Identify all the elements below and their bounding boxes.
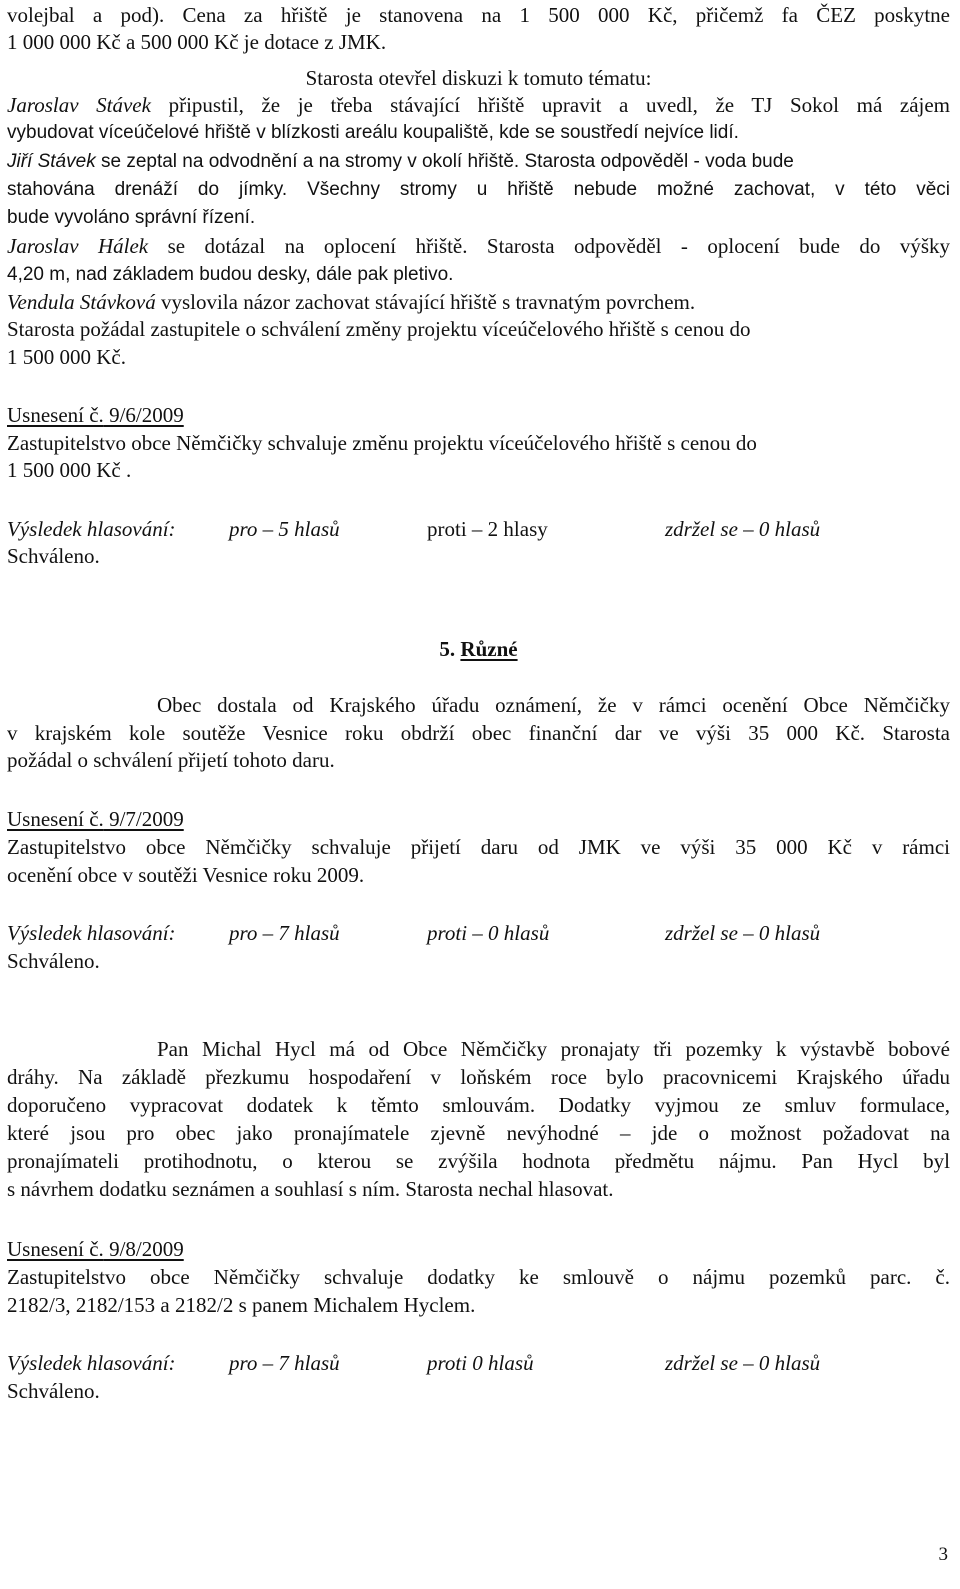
speaker-name: Vendula Stávková [7, 290, 156, 314]
speaker-line [7, 233, 950, 260]
vote-proti: proti – 0 hlasů [427, 921, 550, 945]
vote-result-row [7, 920, 950, 947]
vote-outcome: Schváleno. [7, 544, 100, 568]
text-line: 2182/3, 2182/153 a 2182/2 s panem Michalem Hyclem. [7, 1293, 476, 1317]
text-line: Starosta otevřel diskuzi k tomuto tématu: [305, 66, 652, 90]
speaker-line [7, 92, 950, 119]
text-line: ocenění obce v soutěži Vesnice roku 2009. [7, 863, 365, 887]
text-line: bude vyvoláno správní řízení. [7, 207, 256, 228]
vote-label: Výsledek hlasování: [7, 517, 176, 541]
text-line: s návrhem dodatku seznámen a souhlasí s ním. Starosta nechal hlasovat. [7, 1177, 614, 1201]
speaker-text: připustil, že je třeba stávající hřiště upravit a uvedl, že TJ Sokol má zájem [150, 93, 951, 117]
section-title: Různé [460, 637, 518, 661]
speaker-text: se zeptal na odvodnění a na stromy v okolí hřiště. Starosta odpověděl - voda bude [95, 151, 794, 172]
text-line: stahována drenáží do jímky. Všechny stromy u hřiště nebude možné zachovat, v této věci [7, 179, 950, 200]
text-line: doporučeno vypracovat dodatek k těmto smlouvám. Dodatky vyjmou ze smluv formulace, [7, 1093, 950, 1117]
text-line: Pan Michal Hycl má od Obce Němčičky pronajaty tři pozemky k výstavbě bobové [157, 1037, 950, 1061]
vote-label: Výsledek hlasování: [7, 921, 176, 945]
text-line: 1 500 000 Kč. [7, 345, 126, 369]
text-line: 1 500 000 Kč . [7, 458, 132, 482]
vote-pro: pro – 5 hlasů [229, 517, 340, 541]
text-line: které jsou pro obec jako pronajímatele zjevně nevýhodné – jde o možnost požadovat na [7, 1121, 950, 1145]
vote-pro: pro – 7 hlasů [229, 921, 340, 945]
vote-result-row [7, 516, 950, 543]
speaker-line [7, 289, 695, 316]
resolution-number: 9/6/2009 [103, 403, 184, 427]
vote-outcome: Schváleno. [7, 1379, 100, 1403]
vote-proti: proti 0 hlasů [427, 1351, 534, 1375]
section-number: 5. [439, 637, 461, 661]
speaker-text: vyslovila názor zachovat stávající hřiště s travnatým povrchem. [155, 290, 696, 314]
resolution-label: Usnesení č. [7, 1237, 104, 1261]
page-number: 3 [938, 1544, 948, 1565]
vote-label: Výsledek hlasování: [7, 1351, 176, 1375]
resolution-heading [7, 806, 184, 833]
text-line: požádal o schválení přijetí tohoto daru. [7, 748, 335, 772]
speaker-name: Jaroslav Hálek [7, 234, 149, 258]
vote-zdrzel: zdržel se – 0 hlasů [665, 1351, 821, 1375]
speaker-text: se dotázal na oplocení hřiště. Starosta odpověděl - oplocení bude do výšky [148, 234, 950, 258]
vote-proti: proti – 2 hlasy [427, 517, 548, 541]
vote-zdrzel: zdržel se – 0 hlasů [665, 921, 821, 945]
text-line: volejbal a pod). Cena za hřiště je stanovena na 1 500 000 Kč, přičemž fa ČEZ poskytne [7, 3, 950, 27]
text-line: dráhy. Na základě přezkumu hospodaření v loňském roce bylo pracovnicemi Krajského úřadu [7, 1065, 950, 1089]
resolution-label: Usnesení č. [7, 403, 104, 427]
resolution-number: 9/8/2009 [103, 1237, 184, 1261]
text-line: v krajském kole soutěže Vesnice roku obdrží obec finanční dar ve výši 35 000 Kč. Starosta [7, 721, 950, 745]
resolution-heading [7, 1236, 184, 1263]
speaker-name: Jaroslav Stávek [7, 93, 151, 117]
speaker-line [7, 148, 794, 175]
text-line: vybudovat víceúčelové hřiště v blízkosti areálu koupaliště, kde se soustředí nejvíce lidí. [7, 122, 739, 143]
text-line: Obec dostala od Krajského úřadu oznámení, že v rámci ocenění Obce Němčičky [157, 693, 950, 717]
text-line: Zastupitelstvo obce Němčičky schvaluje dodatky ke smlouvě o nájmu pozemků parc. č. [7, 1265, 950, 1289]
vote-outcome: Schváleno. [7, 949, 100, 973]
text-line: Zastupitelstvo obce Němčičky schvaluje změnu projektu víceúčelového hřiště s cenou do [7, 431, 757, 455]
section-heading [7, 636, 950, 663]
resolution-number: 9/7/2009 [103, 807, 184, 831]
vote-result-row [7, 1350, 950, 1377]
text-line: 4,20 m, nad základem budou desky, dále pak pletivo. [7, 264, 454, 285]
vote-zdrzel: zdržel se – 0 hlasů [665, 517, 821, 541]
text-line: 1 000 000 Kč a 500 000 Kč je dotace z JMK. [7, 30, 387, 54]
vote-pro: pro – 7 hlasů [229, 1351, 340, 1375]
resolution-heading [7, 402, 184, 429]
text-line: Zastupitelstvo obce Němčičky schvaluje přijetí daru od JMK ve výši 35 000 Kč v rámci [7, 835, 950, 859]
text-line: pronajímateli protihodnotu, o kterou se zvýšila hodnota předmětu nájmu. Pan Hycl byl [7, 1149, 950, 1173]
resolution-label: Usnesení č. [7, 807, 104, 831]
text-line: Starosta požádal zastupitele o schválení změny projektu víceúčelového hřiště s cenou do [7, 317, 751, 341]
speaker-name: Jiří Stávek [7, 151, 96, 172]
